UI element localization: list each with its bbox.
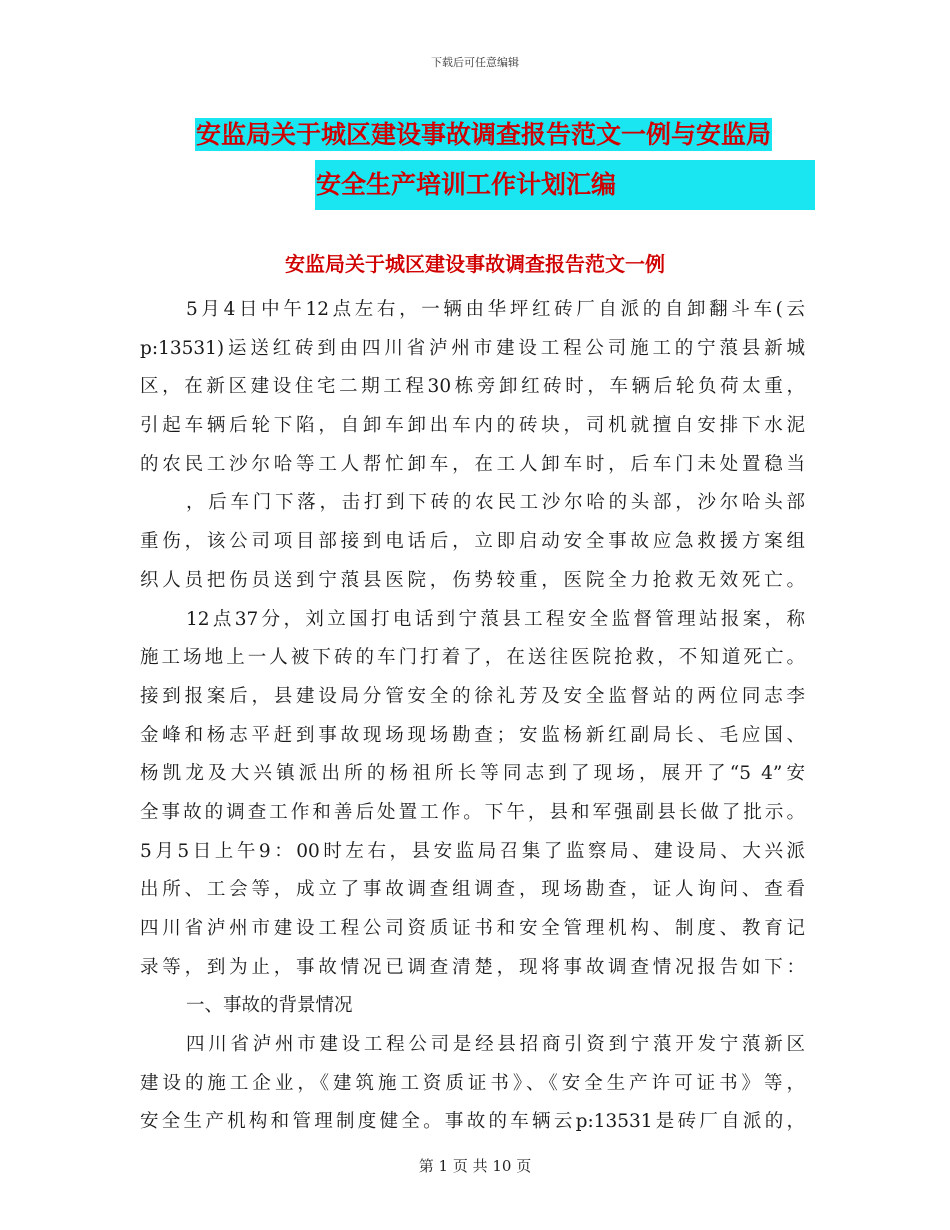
title-line-1: 安监局关于城区建设事故调查报告范文一例与安监局 [196,120,772,149]
section-title: 安监局关于城区建设事故调查报告范文一例 [285,252,665,276]
paragraph-line: 的农民工沙尔哈等工人帮忙卸车，在工人卸车时，后车门未处置稳当 [140,453,805,475]
paragraph-line: p:13531)运送红砖到由四川省泸州市建设工程公司施工的宁蒗县新城 [140,337,805,359]
paragraph-line: 杨凯龙及大兴镇派出所的杨祖所长等同志到了现场，展开了“5 4”安 [140,763,805,785]
title-line-2: 安全生产培训工作计划汇编 [315,160,815,210]
paragraph-line: 出所、工会等，成立了事故调查组调查，现场勘查，证人询问、查看 [140,879,805,901]
paragraph-line: 建设的施工企业，《建筑施工资质证书》、《安全生产许可证书》等， [140,1072,805,1094]
body-text [140,291,805,1142]
paragraph-line: 四川省泸州市建设工程公司是经县招商引资到宁蒗开发宁蒗新区 [186,1034,805,1056]
paragraph-line: 金峰和杨志平赶到事故现场现场勘查；安监杨新红副局长、毛应国、 [140,724,805,746]
paragraph-line: ，后车门下落，击打到下砖的农民工沙尔哈的头部，沙尔哈头部 [186,492,805,514]
document-title [195,112,815,210]
paragraph-line: 织人员把伤员送到宁蒗县医院，伤势较重，医院全力抢救无效死亡。 [140,569,805,591]
paragraph-line: 5月5日上午9：00时左右，县安监局召集了监察局、建设局、大兴派 [140,840,805,862]
paragraph-line: 全事故的调查工作和善后处置工作。下午，县和军强副县长做了批示。 [140,801,805,823]
paragraph-line: 重伤，该公司项目部接到电话后，立即启动安全事故应急救援方案组 [140,531,805,553]
paragraph-line: 接到报案后，县建设局分管安全的徐礼芳及安全监督站的两位同志李 [140,685,805,707]
paragraph-line: 12点37分，刘立国打电话到宁蒗县工程安全监督管理站报案，称 [186,608,805,630]
paragraph-line: 引起车辆后轮下陷，自卸车卸出车内的砖块，司机就擅自安排下水泥 [140,415,805,437]
page-number-footer: 第 1 页 共 10 页 [418,1157,532,1175]
paragraph-line: 5月4日中午12点左右，一辆由华坪红砖厂自派的自卸翻斗车(云 [186,299,805,320]
header-note: 下载后可任意编辑 [431,56,519,69]
paragraph-line: 施工场地上一人被下砖的车门打着了，在送往医院抢救，不知道死亡。 [140,647,805,669]
paragraph-line: 区，在新区建设住宅二期工程30栋旁卸红砖时，车辆后轮负荷太重， [140,376,805,398]
paragraph-line: 安全生产机构和管理制度健全。事故的车辆云p:13531是砖厂自派的， [140,1111,805,1133]
subheading-line: 一、事故的背景情况 [186,995,353,1017]
paragraph-line: 四川省泸州市建设工程公司资质证书和安全管理机构、制度、教育记 [140,918,805,939]
paragraph-line: 录等，到为止，事故情况已调查清楚，现将事故调查情况报告如下： [140,956,805,978]
